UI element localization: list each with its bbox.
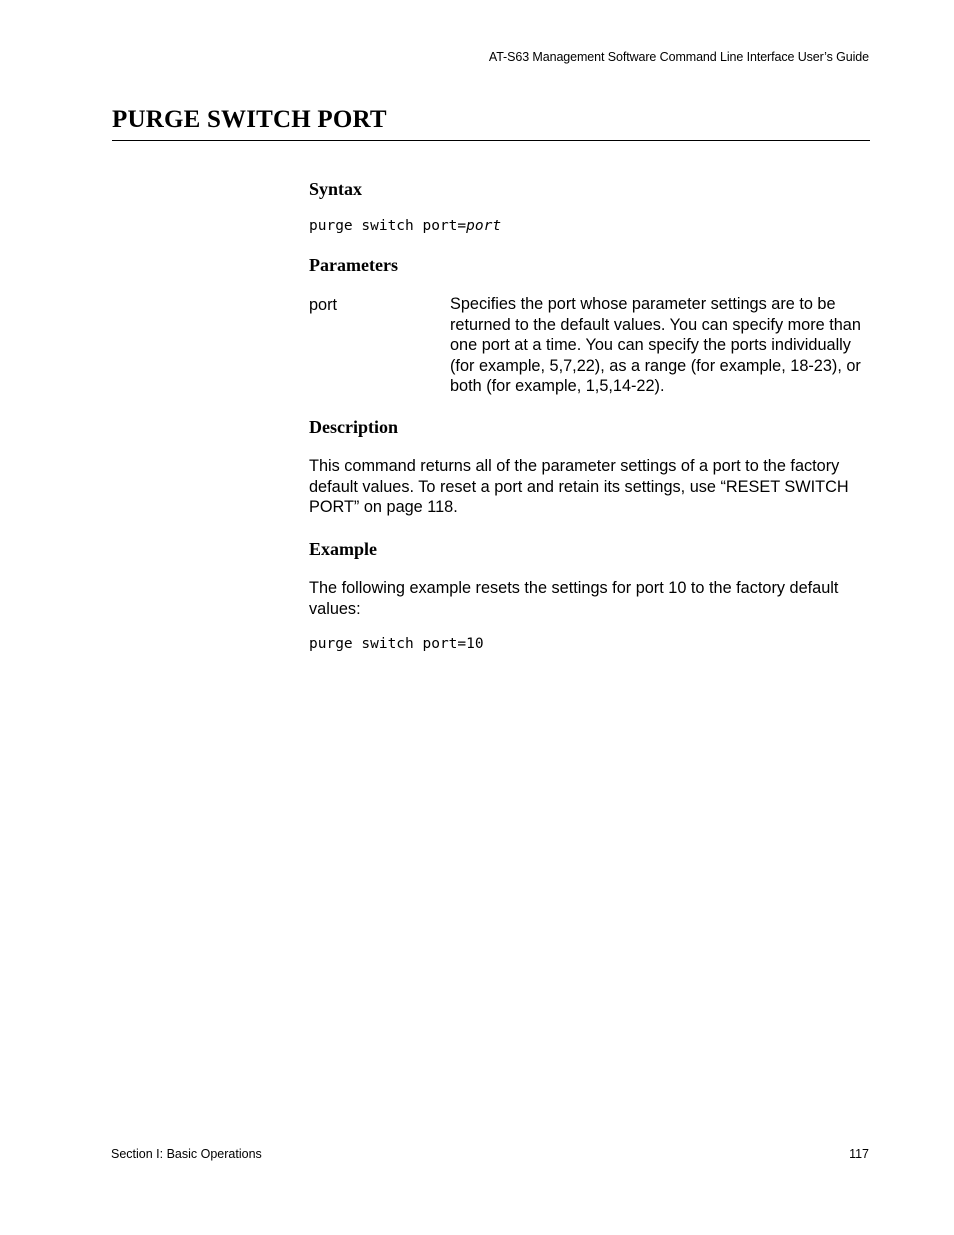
page-title: PURGE SWITCH PORT [112, 106, 387, 133]
description-text: This command returns all of the parameter settings of a port to the factory default values. To reset a port and retain its settings, use “RESET SWITCH PORT” on page 118. [309, 457, 849, 516]
description-heading: Description [309, 417, 398, 437]
syntax-command [309, 218, 501, 234]
footer-page-number: 117 [849, 1147, 869, 1161]
syntax-command-text: purge switch port= [309, 218, 467, 234]
title-rule [112, 140, 870, 141]
syntax-heading: Syntax [309, 179, 363, 199]
running-header-title: AT-S63 Management Software Command Line Interface User’s Guide [488, 50, 869, 64]
example-command: purge switch port=10 [309, 636, 484, 652]
example-heading: Example [309, 539, 378, 559]
footer-section: Section I: Basic Operations [111, 1147, 262, 1161]
example-text: The following example resets the settings for port 10 to the factory default values: [309, 579, 839, 618]
syntax-argument: port [466, 218, 502, 234]
parameter-description: Specifies the port whose parameter settings are to be returned to the default values. You can specify more than one port at a time. You can specify the ports individually (for example, 5,7,22), as a range (for example, 18-23), or both (for example, 1,5,14-22). [450, 295, 861, 395]
parameters-heading: Parameters [309, 255, 398, 275]
parameter-name: port [309, 296, 338, 314]
